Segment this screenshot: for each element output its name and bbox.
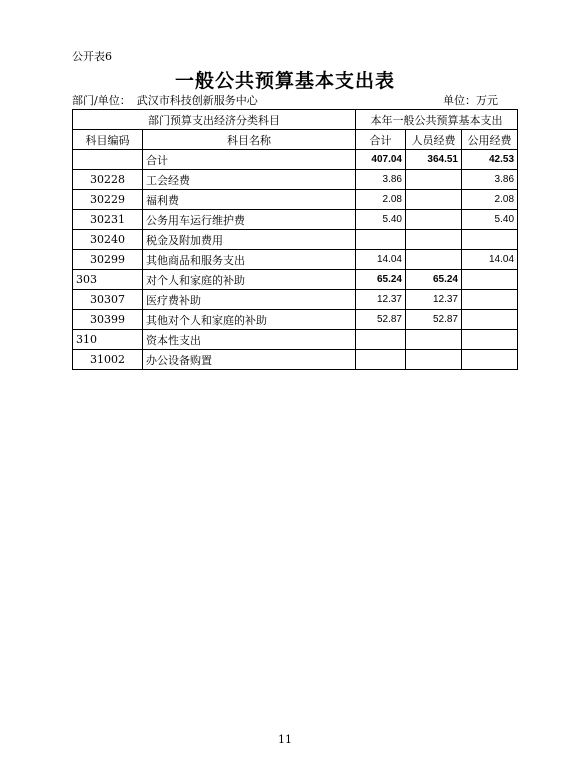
row-total (356, 330, 406, 350)
table-row (73, 310, 518, 330)
table-row (73, 230, 518, 250)
row-total: 12.37 (356, 290, 406, 310)
row-name: 其他对个人和家庭的补助 (143, 310, 356, 330)
row-public: 2.08 (462, 190, 518, 210)
row-personnel (406, 210, 462, 230)
table-row-category (73, 270, 518, 290)
row-code: 30231 (73, 210, 143, 230)
row-public (462, 330, 518, 350)
header-public: 公用经费 (462, 130, 518, 150)
header-total: 合计 (356, 130, 406, 150)
row-code (73, 150, 143, 170)
row-public (462, 290, 518, 310)
row-personnel (406, 330, 462, 350)
row-total: 407.04 (356, 150, 406, 170)
table-row (73, 290, 518, 310)
table-row (73, 250, 518, 270)
row-code: 310 (73, 330, 143, 350)
department-name: 武汉市科技创新服务中心 (136, 94, 258, 107)
row-total: 65.24 (356, 270, 406, 290)
row-name: 工会经费 (143, 170, 356, 190)
row-public: 3.86 (462, 170, 518, 190)
row-code: 31002 (73, 350, 143, 370)
header-group-expenditure: 本年一般公共预算基本支出 (356, 110, 518, 130)
row-name: 医疗费补助 (143, 290, 356, 310)
row-total (356, 350, 406, 370)
table-row (73, 170, 518, 190)
row-personnel (406, 170, 462, 190)
row-public (462, 270, 518, 290)
row-public (462, 230, 518, 250)
header-group-classification: 部门预算支出经济分类科目 (73, 110, 356, 130)
row-personnel (406, 190, 462, 210)
row-personnel (406, 350, 462, 370)
row-personnel: 52.87 (406, 310, 462, 330)
department-label: 部门/单位： (72, 94, 131, 107)
row-personnel (406, 230, 462, 250)
row-public: 14.04 (462, 250, 518, 270)
unit-label: 单位：万元 (443, 94, 498, 107)
row-code: 30299 (73, 250, 143, 270)
row-personnel: 65.24 (406, 270, 462, 290)
header-code: 科目编码 (73, 130, 143, 150)
row-personnel: 12.37 (406, 290, 462, 310)
table-row (73, 210, 518, 230)
table-row-total (73, 150, 518, 170)
row-name: 合计 (143, 150, 356, 170)
row-public (462, 310, 518, 330)
row-name: 对个人和家庭的补助 (143, 270, 356, 290)
header-column-row (73, 130, 518, 150)
table-row (73, 190, 518, 210)
budget-table (72, 109, 518, 370)
row-public (462, 350, 518, 370)
header-name: 科目名称 (143, 130, 356, 150)
row-name: 公务用车运行维护费 (143, 210, 356, 230)
page-title: 一般公共预算基本支出表 (174, 70, 395, 92)
table-row-category (73, 330, 518, 350)
row-code: 303 (73, 270, 143, 290)
row-name: 其他商品和服务支出 (143, 250, 356, 270)
table-row (73, 350, 518, 370)
row-total: 3.86 (356, 170, 406, 190)
row-total (356, 230, 406, 250)
document-label: 公开表6 (72, 50, 112, 63)
row-personnel: 364.51 (406, 150, 462, 170)
row-name: 资本性支出 (143, 330, 356, 350)
row-personnel (406, 250, 462, 270)
row-name: 办公设备购置 (143, 350, 356, 370)
row-public: 5.40 (462, 210, 518, 230)
row-name: 福利费 (143, 190, 356, 210)
row-code: 30229 (73, 190, 143, 210)
row-total: 52.87 (356, 310, 406, 330)
row-total: 2.08 (356, 190, 406, 210)
header-personnel: 人员经费 (406, 130, 462, 150)
row-total: 14.04 (356, 250, 406, 270)
page-number: 11 (278, 733, 292, 746)
row-code: 30399 (73, 310, 143, 330)
row-total: 5.40 (356, 210, 406, 230)
header-group-row (73, 110, 518, 130)
row-code: 30240 (73, 230, 143, 250)
department-line (72, 92, 264, 108)
row-code: 30307 (73, 290, 143, 310)
row-public: 42.53 (462, 150, 518, 170)
row-code: 30228 (73, 170, 143, 190)
row-name: 税金及附加费用 (143, 230, 356, 250)
